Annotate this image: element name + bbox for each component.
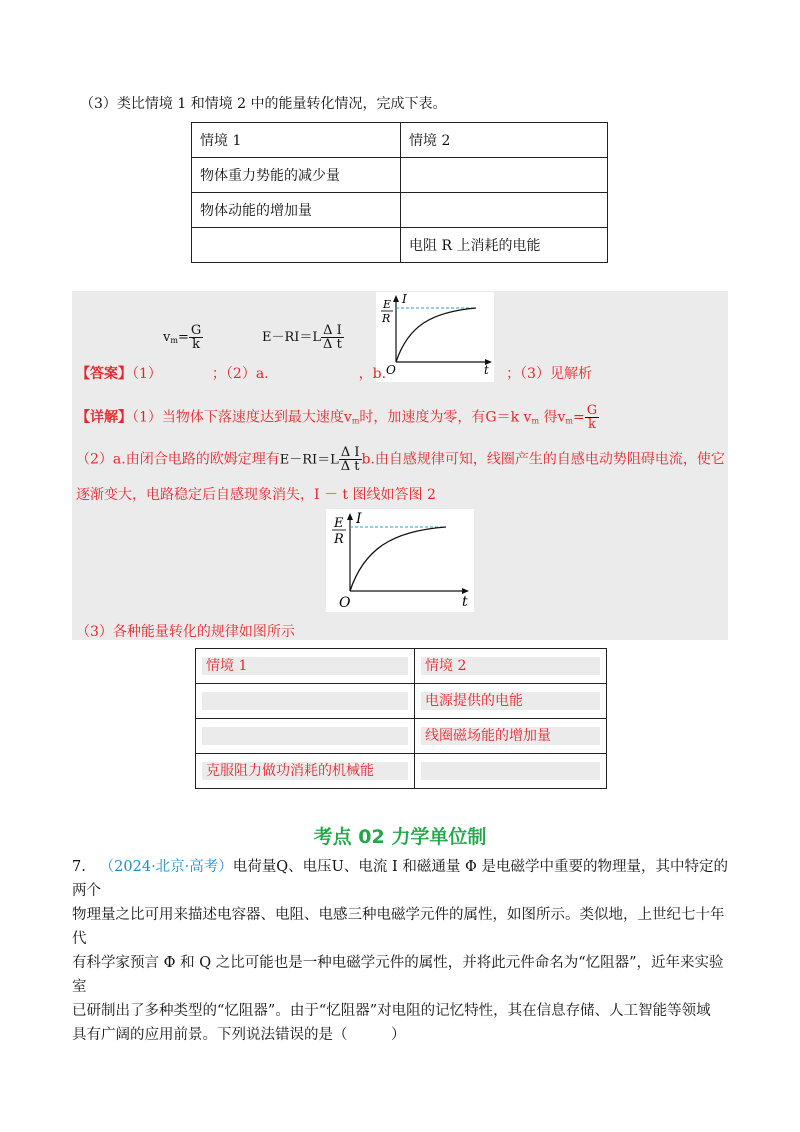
er-label-num: E <box>334 516 344 531</box>
question-7 <box>72 855 732 1047</box>
answer-line: 【答案】（1） ；（2）a. ，b. ；（3）见解析 <box>76 366 592 382</box>
table2-cell <box>196 684 415 719</box>
x-axis-label: t <box>462 594 468 610</box>
y-axis-label: I <box>356 511 362 527</box>
er-label-den: R <box>382 312 391 325</box>
origin-label: O <box>386 363 396 377</box>
er-label-den: R <box>334 532 344 547</box>
question-7-line-3: 有科学家预言 Φ 和 Q 之比可能也是一种电磁学元件的属性，并将此元件命名为“忆阻器”，近年来实验室 <box>72 955 724 995</box>
energy-table-blank <box>191 122 608 263</box>
table2-cell: 克服阻力做功消耗的机械能 <box>196 754 415 789</box>
table2-cell: 电源提供的电能 <box>415 684 607 719</box>
detail-line-3: 逐渐变大，电路稳定后自感现象消失，I － t 图线如答图 2 <box>76 487 436 503</box>
detail-line-4: （3）各种能量转化的规律如图所示 <box>76 624 295 640</box>
table1-cell: 物体重力势能的减少量 <box>192 158 401 193</box>
energy-table-answer <box>195 648 607 789</box>
table1-cell: 情境 1 <box>192 123 401 158</box>
x-axis-label: t <box>484 363 489 377</box>
section-title: 考点 02 力学单位制 <box>313 826 487 848</box>
question-7-line-5: 具有广阔的应用前景。下列说法错误的是（ ） <box>72 1027 406 1043</box>
intro-text: （3）类比情境 1 和情境 2 中的能量转化情况，完成下表。 <box>80 96 447 112</box>
table2-cell <box>415 754 607 789</box>
table2-cell <box>196 719 415 754</box>
question-7-line-1: 7. （2024·北京·高考）电荷量Q、电压U、电流 I 和磁通量 Φ 是电磁学中重要的物理量，其中特定的两个 <box>72 859 728 899</box>
detail-line-2: （2）a.由闭合电路的欧姆定理有E－RI＝L $\frac{\text{Δ I}}{\text{Δ t}}$ b.由自感规律可知，线圈产生的自感电动势阻碍电流，使它 <box>76 445 725 474</box>
table1-cell: 情境 2 <box>401 123 608 158</box>
formula-vm: $v_m=$ $\frac{G}{k}$ <box>163 323 202 352</box>
er-label-num: E <box>383 298 392 311</box>
table1-cell <box>401 193 608 228</box>
origin-label: O <box>339 595 351 611</box>
formula-emf: E－RI＝L $\frac{\text{Δ I}}{\text{Δ t}}$ <box>262 323 342 352</box>
table1-cell <box>401 158 608 193</box>
y-axis-label: I <box>402 292 407 306</box>
question-source: （2024·北京·高考） <box>99 859 233 875</box>
table1-cell <box>192 228 401 263</box>
question-7-line-2: 物理量之比可用来描述电容器、电阻、电感三种电磁学元件的属性，如图所示。类似地，上世纪七十年代 <box>72 907 725 947</box>
i-t-graph-large <box>326 509 474 612</box>
table1-cell: 物体动能的增加量 <box>192 193 401 228</box>
table1-cell: 电阻 R 上消耗的电能 <box>401 228 608 263</box>
detail-line-1: 【详解】（1）当物体下落速度达到最大速度$v_m$时，加速度为零，有G＝k $v_m$ 得$v_m=$ $\frac{G}{k}$ <box>76 403 598 432</box>
table2-cell: 情境 1 <box>196 649 415 684</box>
table2-cell: 情境 2 <box>415 649 607 684</box>
question-7-line-4: 已研制出了多种类型的“忆阻器”。由于“忆阻器”对电阻的记忆特性，其在信息存储、人工智能等领域 <box>72 1003 711 1019</box>
table2-cell: 线圈磁场能的增加量 <box>415 719 607 754</box>
